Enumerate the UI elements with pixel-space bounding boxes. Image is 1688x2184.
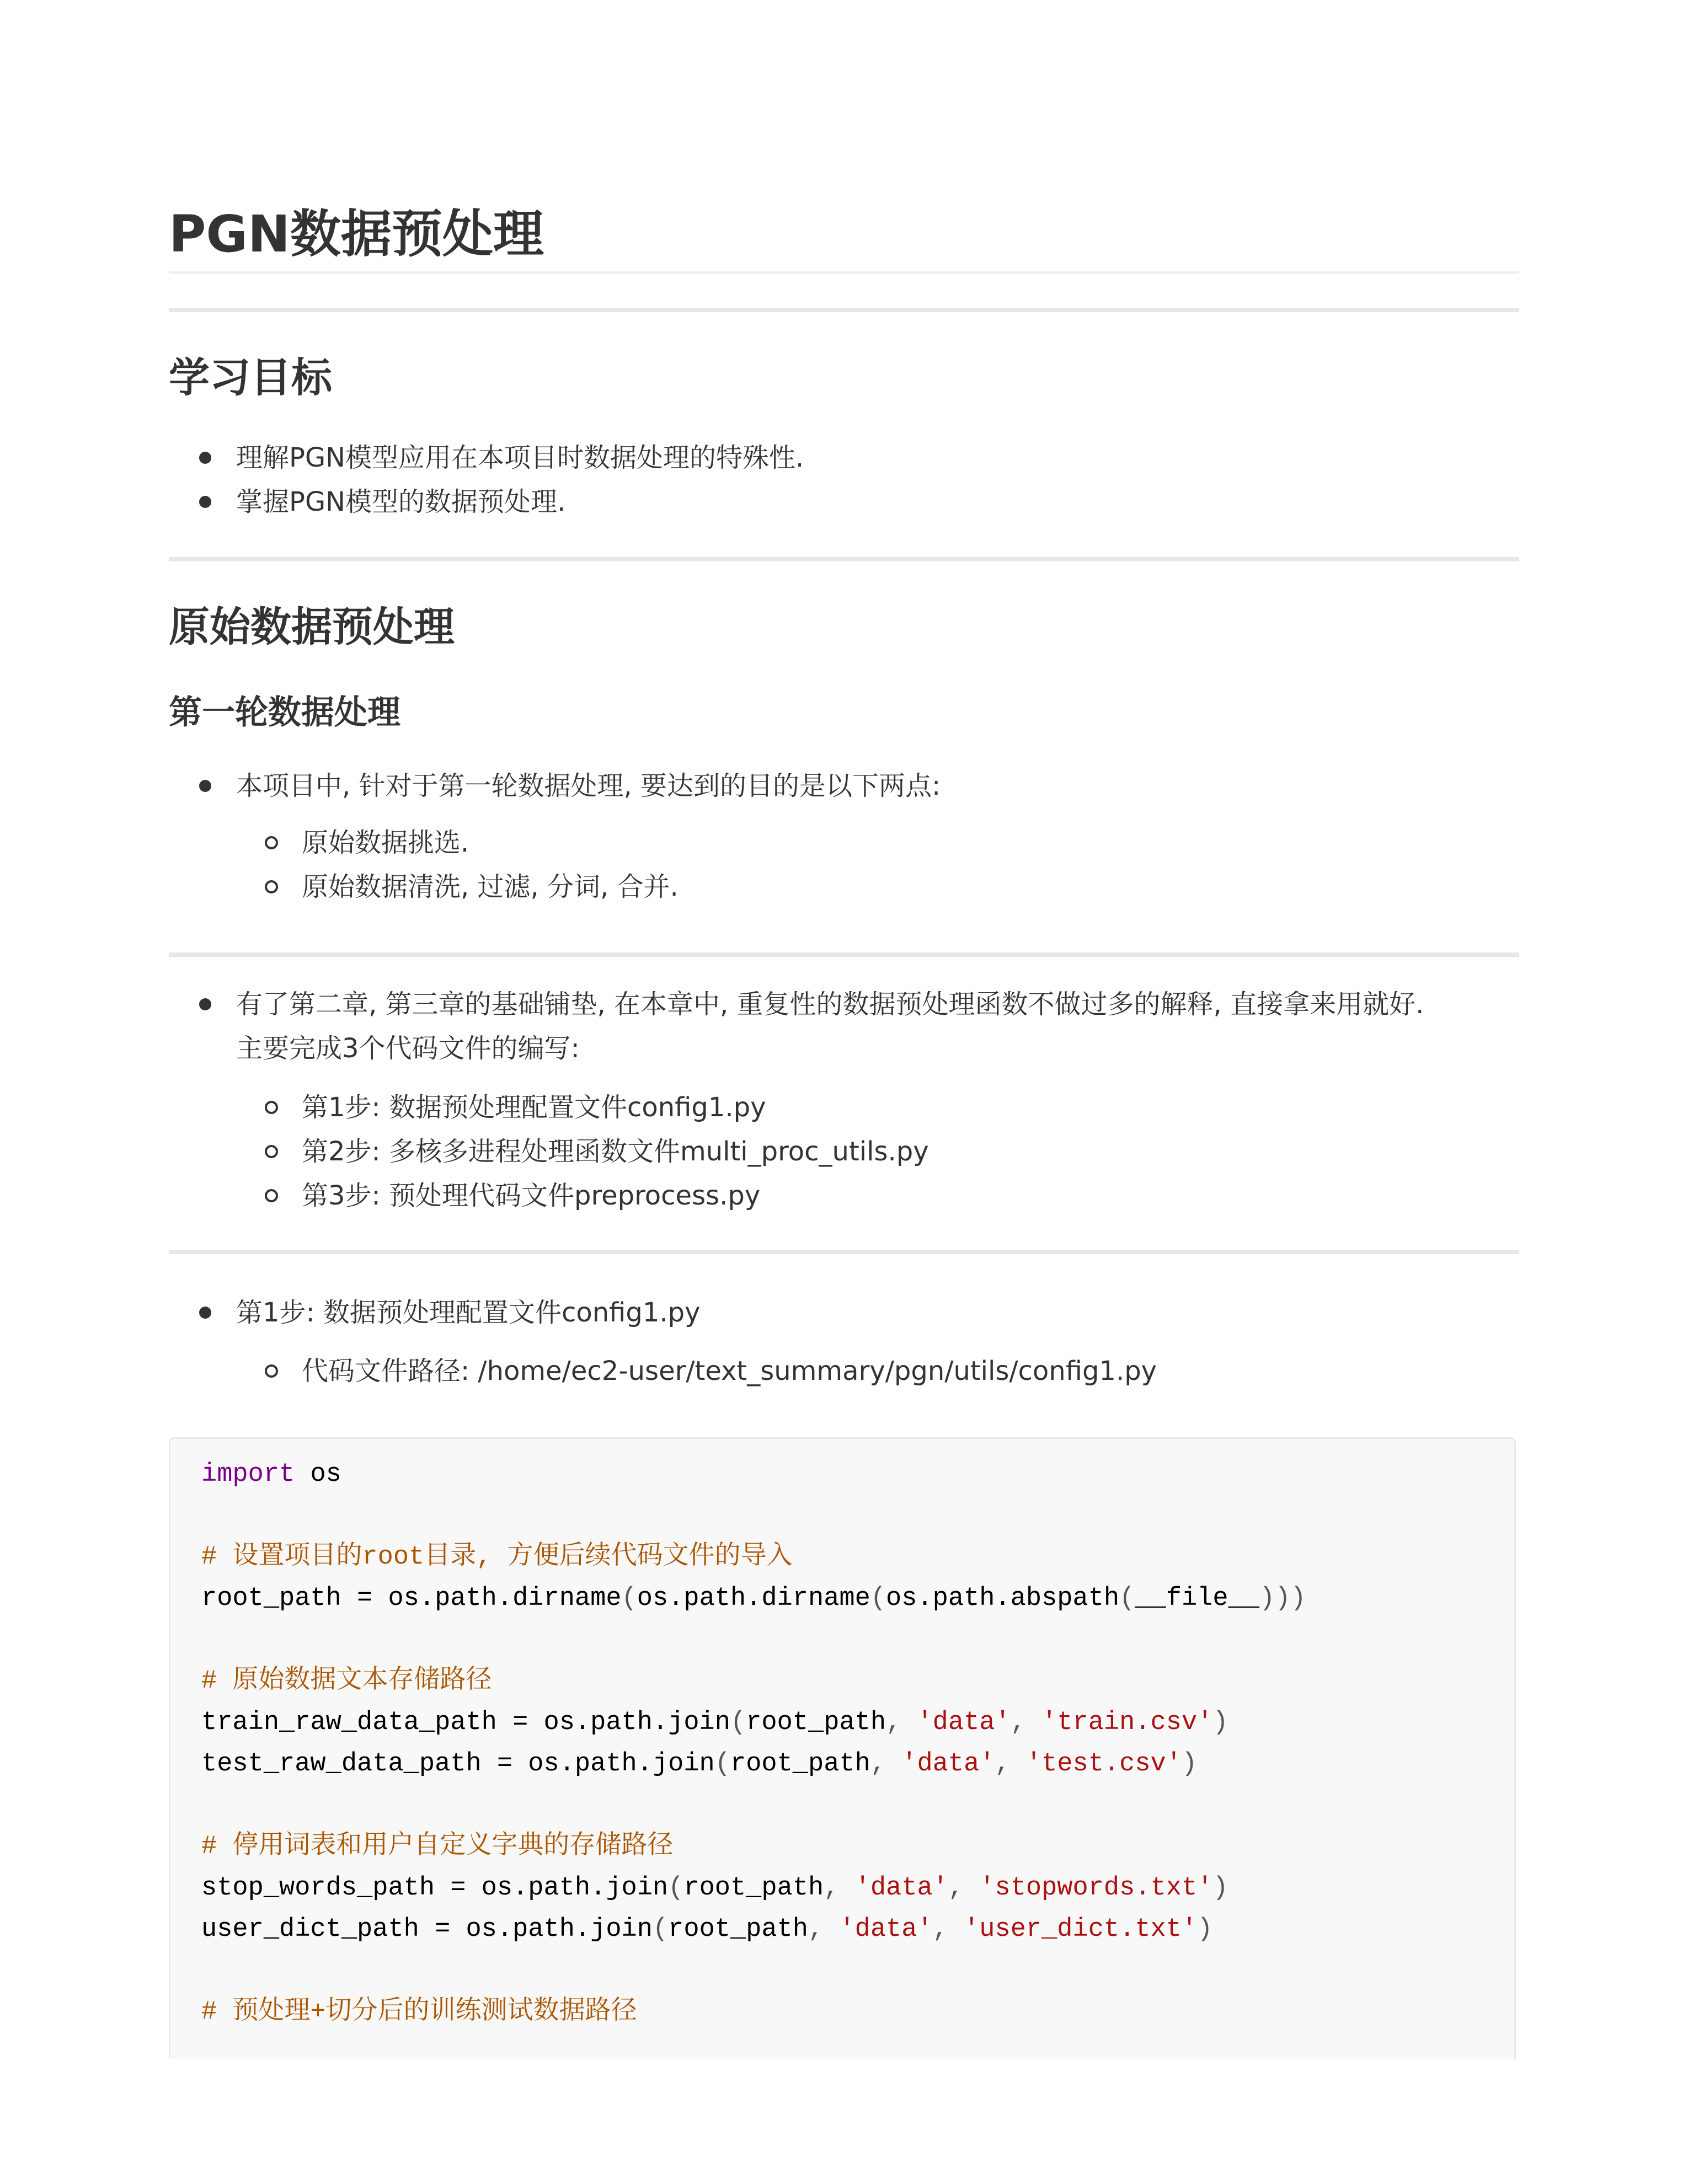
code-line-import: import os <box>201 1460 341 1489</box>
sub-list-item: 原始数据挑选. <box>302 827 469 858</box>
list-item: 理解PGN模型应用在本项目时数据处理的特殊性. <box>236 442 804 473</box>
sub-list-item: 原始数据清洗, 过滤, 分词, 合并. <box>302 871 679 902</box>
list-item: 第1步: 数据预处理配置文件config1.py <box>236 1297 701 1328</box>
code-line-user-dict-path: user_dict_path = os.path.join(root_path, 'data', 'user_dict.txt') <box>201 1915 1213 1944</box>
list-item-continuation: 主要完成3个代码文件的编写: <box>236 1033 580 1064</box>
sub-bullet-icon <box>265 880 278 893</box>
sub-bullet-icon <box>265 1101 278 1114</box>
divider <box>169 557 1519 561</box>
code-line-root-path: root_path = os.path.dirname(os.path.dirname(os.path.abspath(__file__))) <box>201 1584 1306 1613</box>
list-item: 有了第二章, 第三章的基础铺垫, 在本章中, 重复性的数据预处理函数不做过多的解释, 直接拿来用就好. <box>236 989 1424 1020</box>
sub-bullet-icon <box>265 836 278 849</box>
sub-list-item: 第1步: 数据预处理配置文件config1.py <box>302 1092 766 1123</box>
divider <box>169 308 1519 312</box>
page-title: PGN数据预处理 <box>169 205 544 264</box>
sub-list-item: 代码文件路径: /home/ec2-user/text_summary/pgn/utils/config1.py <box>302 1356 1157 1387</box>
code-block[interactable] <box>169 1437 1516 2059</box>
subsection-heading-round1: 第一轮数据处理 <box>169 693 400 732</box>
code-comment: # 预处理+切分后的训练测试数据路径 <box>201 1998 637 2027</box>
divider <box>169 952 1519 957</box>
bullet-icon <box>199 452 211 464</box>
sub-list-item: 第2步: 多核多进程处理函数文件multi_proc_utils.py <box>302 1136 929 1167</box>
code-line-test-path: test_raw_data_path = os.path.join(root_path, 'data', 'test.csv') <box>201 1749 1198 1779</box>
code-line-train-path: train_raw_data_path = os.path.join(root_path, 'data', 'train.csv') <box>201 1708 1228 1737</box>
section-heading-raw-preprocess: 原始数据预处理 <box>169 603 455 651</box>
sub-bullet-icon <box>265 1145 278 1158</box>
bullet-icon <box>199 998 211 1010</box>
title-underline <box>169 271 1519 274</box>
code-comment: # 原始数据文本存储路径 <box>201 1667 492 1696</box>
code-line-stopwords-path: stop_words_path = os.path.join(root_path, 'data', 'stopwords.txt') <box>201 1873 1228 1903</box>
section-heading-goals: 学习目标 <box>169 354 332 402</box>
bullet-icon <box>199 1307 211 1319</box>
code-comment: # 停用词表和用户自定义字典的存储路径 <box>201 1832 674 1861</box>
bullet-icon <box>199 496 211 508</box>
list-item: 掌握PGN模型的数据预处理. <box>236 486 566 517</box>
list-item: 本项目中, 针对于第一轮数据处理, 要达到的目的是以下两点: <box>236 770 941 801</box>
sub-bullet-icon <box>265 1189 278 1202</box>
code-comment: # 设置项目的root目录, 方便后续代码文件的导入 <box>201 1543 793 1572</box>
sub-list-item: 第3步: 预处理代码文件preprocess.py <box>302 1180 761 1211</box>
sub-bullet-icon <box>265 1364 278 1378</box>
keyword: import <box>201 1460 295 1489</box>
bullet-icon <box>199 780 211 792</box>
divider <box>169 1250 1519 1254</box>
